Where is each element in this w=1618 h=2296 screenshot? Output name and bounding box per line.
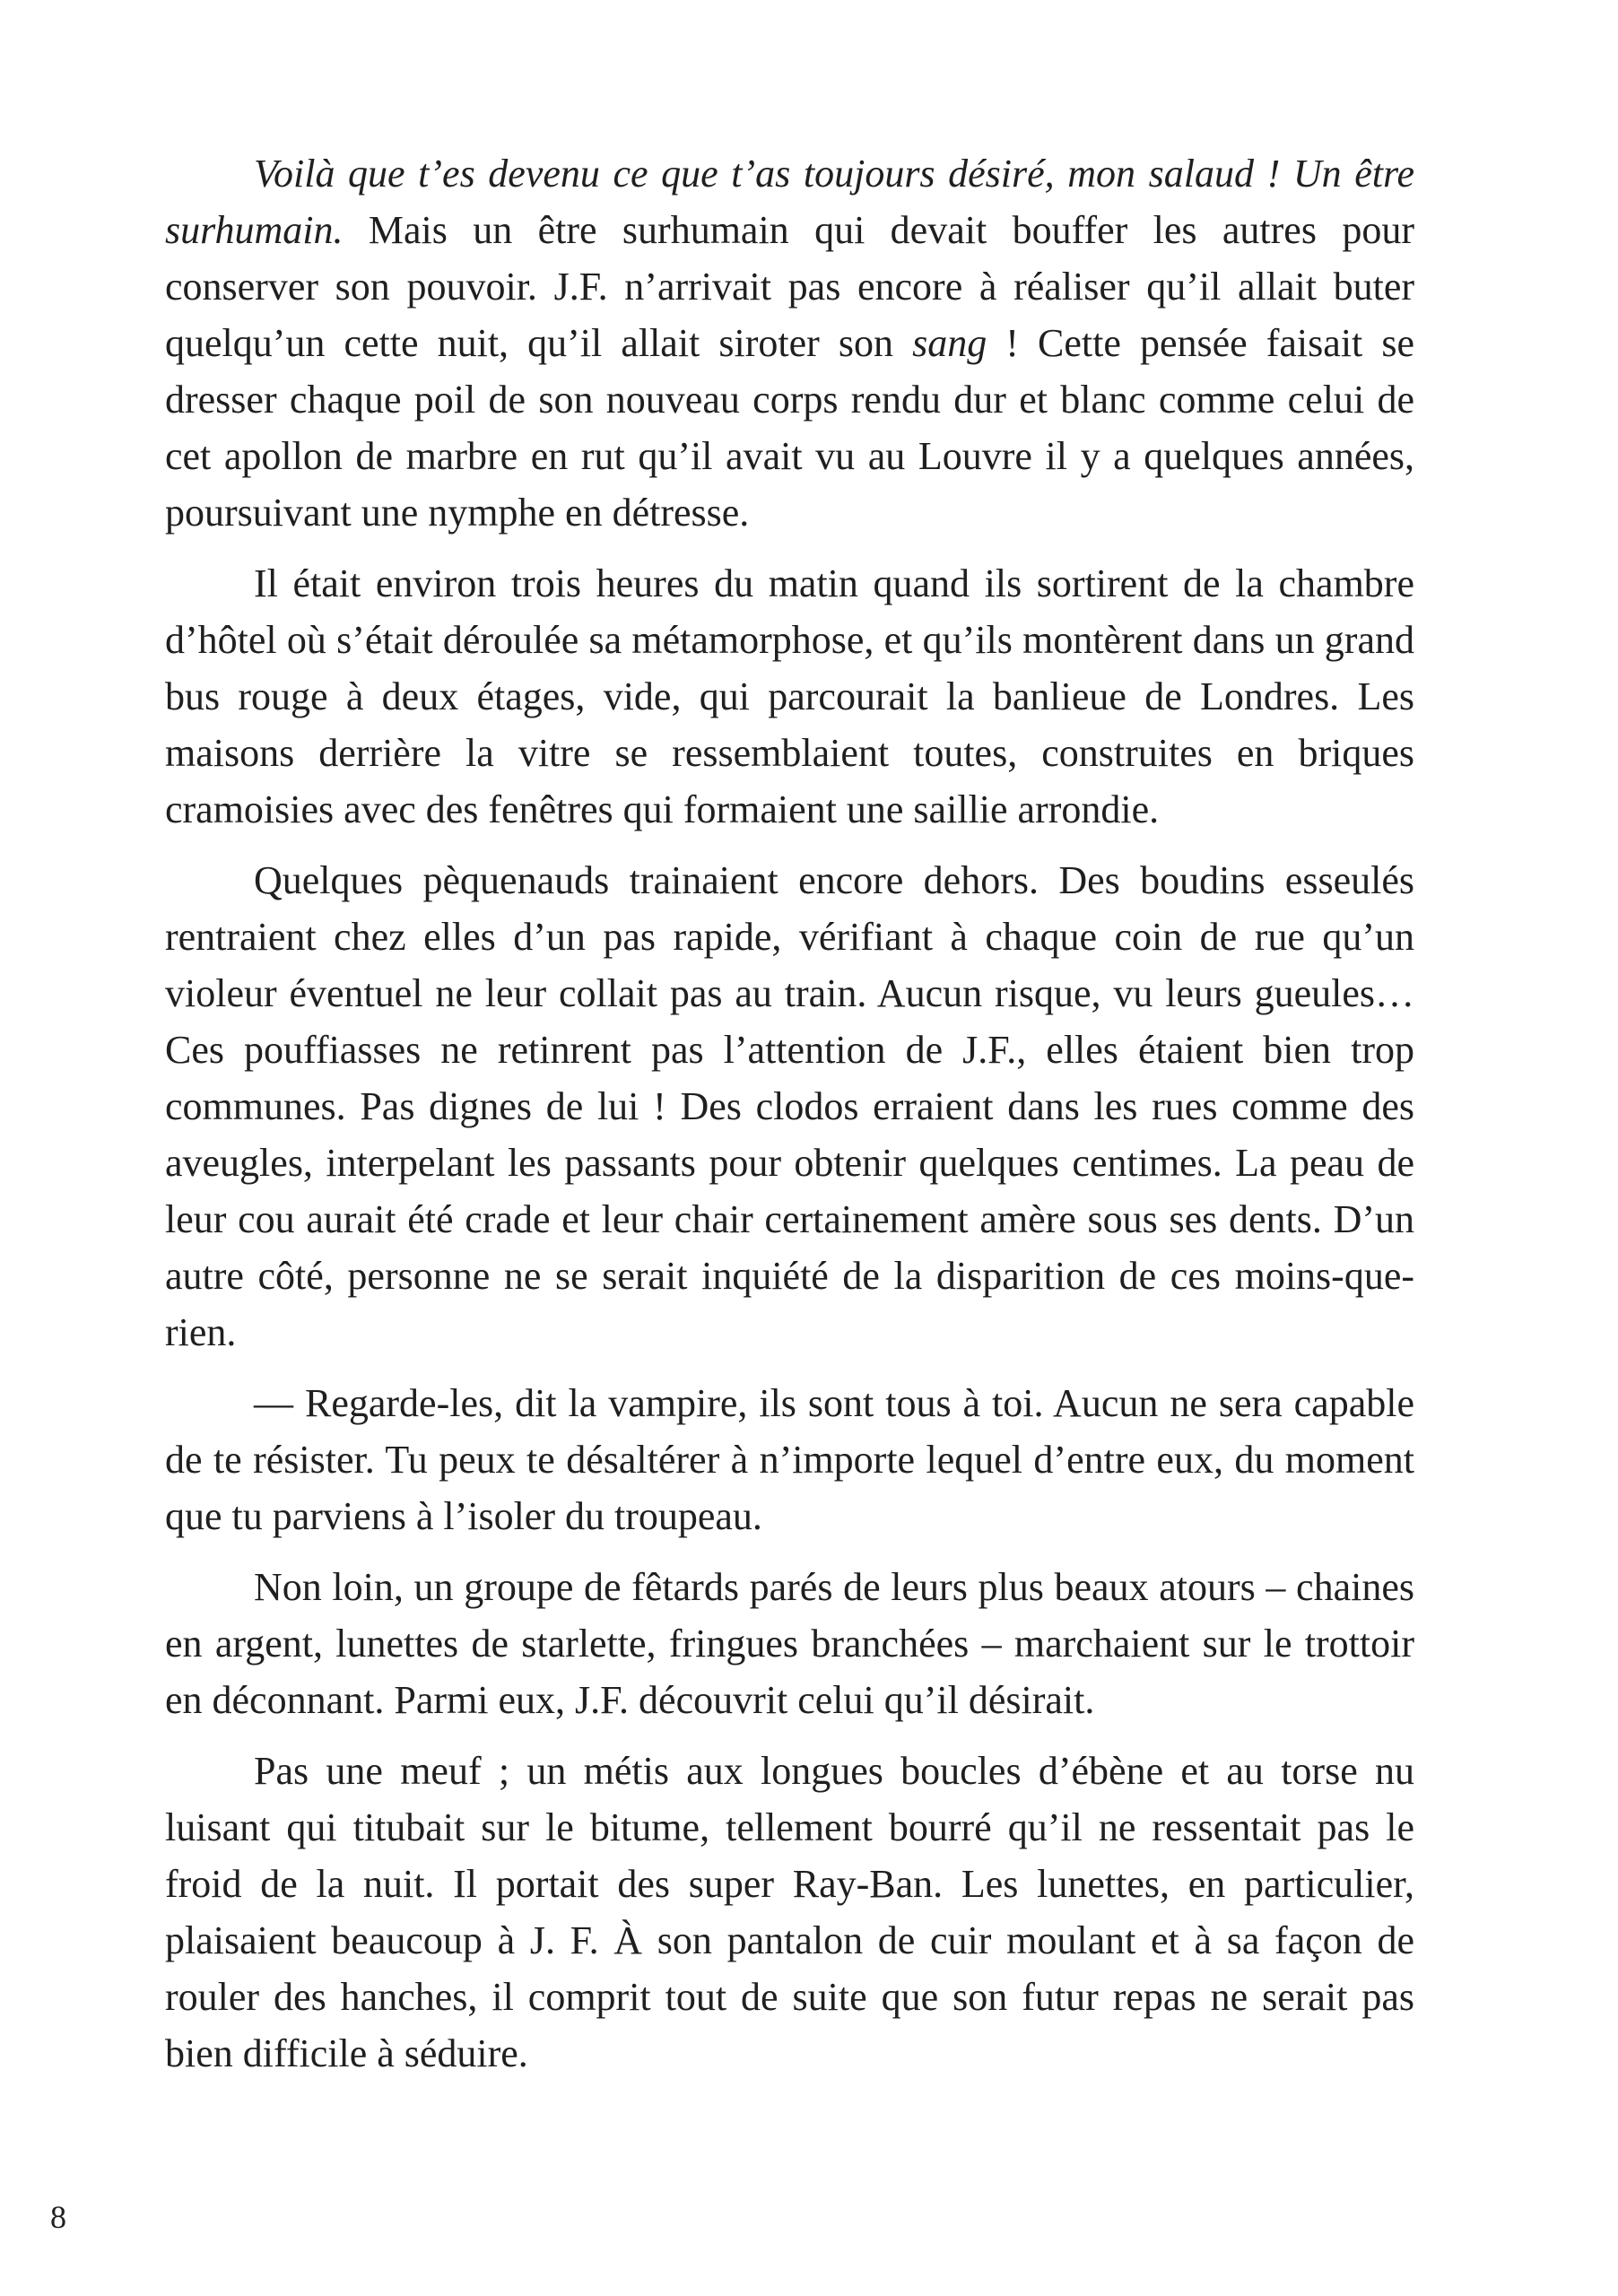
paragraph-text: Quelques pèquenauds trainaient encore dehors. Des boudins esseulés rentraient chez elles d’un pas rapide, vérifiant à chaque coin de rue qu’un violeur éventuel ne leur collait pas au train. Aucun risque, vu leurs gueules… Ces pouffiasses ne retinrent pas l’attention de J.F., elles étaient bien trop communes. Pas dignes de lui ! Des clodos erraient dans les rues comme des aveugles, interpelant les passants pour obtenir quelques centimes. La peau de leur cou aurait été crade et leur chair certainement amère sous ses dents. D’un autre côté, personne ne se serait inquiété de la disparition de ces moins-que-rien. bbox=[165, 858, 1414, 1354]
dialogue-text: — Regarde-les, dit la vampire, ils sont tous à toi. Aucun ne sera capable de te résister. Tu peux te désaltérer à n’importe lequel d’entre eux, du moment que tu parviens à l’isoler du troupeau. bbox=[165, 1381, 1414, 1538]
paragraph-5 bbox=[165, 1559, 1414, 1728]
page-number: 8 bbox=[50, 2199, 66, 2235]
paragraph-2 bbox=[165, 555, 1414, 838]
paragraph-text: Non loin, un groupe de fêtards parés de leurs plus beaux atours – chaines en argent, lunettes de starlette, fringues branchées – marchaient sur le trottoir en déconnant. Parmi eux, J.F. découvrit celui qu’il désirait. bbox=[165, 1565, 1414, 1722]
italic-thought: Voilà que t’es devenu ce que t’as toujours désiré, mon salaud ! Un être surhumain. bbox=[165, 152, 1414, 252]
paragraph-6 bbox=[165, 1743, 1414, 2082]
paragraph-4 bbox=[165, 1375, 1414, 1544]
paragraph-3 bbox=[165, 852, 1414, 1361]
paragraph-text: Il était environ trois heures du matin quand ils sortirent de la chambre d’hôtel où s’était déroulée sa métamorphose, et qu’ils montèrent dans un grand bus rouge à deux étages, vide, qui parcourait la banlieue de Londres. Les maisons derrière la vitre se ressemblaient toutes, construites en briques cramoisies avec des fenêtres qui formaient une saillie arrondie. bbox=[165, 561, 1414, 831]
paragraph-text: Pas une meuf ; un métis aux longues boucles d’ébène et au torse nu luisant qui titubait sur le bitume, tellement bourré qu’il ne ressentait pas le froid de la nuit. Il portait des super Ray-Ban. Les lunettes, en particulier, plaisaient beaucoup à J. F. À son pantalon de cuir moulant et à sa façon de rouler des hanches, il comprit tout de suite que son futur repas ne serait pas bien difficile à séduire. bbox=[165, 1749, 1414, 2075]
paragraph-text: ! Cette pensée faisait se dresser chaque poil de son nouveau corps rendu dur et blanc comme celui de cet apollon de marbre en rut qu’il avait vu au Louvre il y a quelques années, poursuivant une nymphe en détresse. bbox=[165, 321, 1414, 535]
body-text bbox=[165, 145, 1414, 2096]
italic-word: sang bbox=[912, 321, 987, 365]
paragraph-1 bbox=[165, 145, 1414, 541]
paragraph-text: Mais un être surhumain qui devait bouffer les autres pour conserver son pouvoir. J.F. n’arrivait pas encore à réaliser qu’il allait buter quelqu’un cette nuit, qu’il allait siroter son bbox=[165, 208, 1414, 365]
